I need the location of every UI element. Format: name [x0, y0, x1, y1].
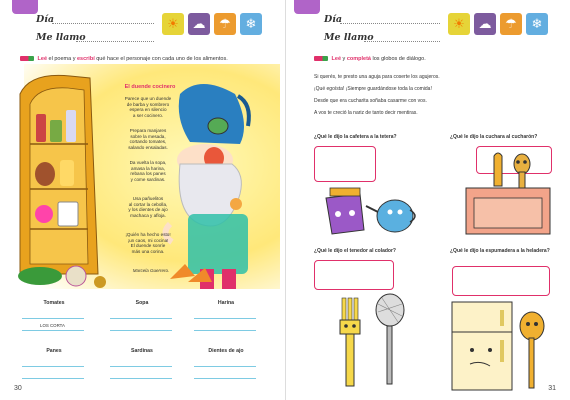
poem-stanza-4: Usa pañuelitos al cortar la cebolla, y los dientes de ajo machaca y afloja. — [128, 196, 168, 218]
cloud-icon[interactable]: ☁ — [474, 13, 496, 35]
fork-strainer-illustration — [326, 290, 426, 390]
rain-icon[interactable]: ☂ — [500, 13, 522, 35]
day-label: Día — [324, 14, 343, 25]
write-line[interactable] — [22, 378, 84, 379]
speech-bubble-3[interactable] — [314, 260, 394, 290]
question-2: ¿Qué le dijo la cuchara al cucharón? — [450, 134, 538, 140]
fridge-skimmer-illustration — [446, 296, 556, 394]
write-line[interactable] — [110, 366, 172, 367]
speech-bubble-4[interactable] — [452, 266, 550, 296]
question-4: ¿Qué le dijo la espumadera a la heladera? — [450, 248, 550, 254]
poem-stanza-1: Parece que un duende de barba y sombrero espera en silencio a ser cocinero. — [124, 96, 172, 118]
pencil-icon — [20, 56, 34, 61]
poem-stanza-2: Prepara manjares sobre la mesada, cortando tomates, salando ensaladas. — [128, 128, 168, 150]
sun-icon[interactable]: ☀ — [162, 13, 184, 35]
name-label: Me llamo — [324, 32, 374, 43]
day-label: Día — [36, 14, 55, 25]
question-1: ¿Qué le dijo la cafetera a la tetera? — [314, 134, 397, 140]
dialogue-line-1: Si querés, te presto una aguja para coserte los agujeros. — [314, 74, 440, 80]
food-label-sardinas: Sardinas — [131, 348, 153, 354]
speech-bubble-1[interactable] — [314, 146, 376, 182]
write-line[interactable] — [194, 366, 256, 367]
food-label-sopa: Sopa — [135, 300, 149, 306]
food-label-dientes-de-ajo: Dientes de ajo — [208, 348, 244, 354]
page-tab — [294, 0, 320, 14]
write-line[interactable] — [110, 318, 172, 319]
sample-answer: LOS CORTA — [40, 323, 65, 328]
write-line[interactable] — [194, 378, 256, 379]
dialogue-line-3: Desde que era cucharita soñaba casarme con vos. — [314, 98, 427, 104]
food-label-tomates: Tomates — [43, 300, 65, 306]
poem-title: El duende cocinero — [124, 84, 176, 90]
food-label-panes: Panes — [46, 348, 62, 354]
name-line[interactable] — [364, 41, 440, 42]
page-tab — [12, 0, 38, 14]
day-line[interactable] — [52, 23, 154, 24]
name-label: Me llamo — [36, 32, 86, 43]
write-line[interactable] — [194, 330, 256, 331]
snow-icon[interactable]: ❄ — [526, 13, 548, 35]
name-line[interactable] — [76, 41, 154, 42]
write-line[interactable] — [194, 318, 256, 319]
coffeepot-teapot-illustration — [320, 178, 420, 238]
day-line[interactable] — [340, 23, 440, 24]
instruction: Leé el poema y escribí qué hace el personaje con cada uno de los alimentos. — [20, 56, 228, 62]
pencil-icon — [314, 56, 328, 61]
dialogue-line-2: ¡Qué egoísta! ¡Siempre guardándose toda la comida! — [314, 86, 432, 92]
food-label-harina: Harina — [217, 300, 235, 306]
poem-stanza-3: Da vuelta la sopa, amasa la harina, rebana los panes y come sardinas. — [129, 160, 167, 182]
instruction: Leé y completá los globos de diálogo. — [314, 56, 426, 62]
snow-icon[interactable]: ❄ — [240, 13, 262, 35]
right-page — [285, 0, 570, 400]
question-3: ¿Qué le dijo el tenedor al colador? — [314, 248, 396, 254]
page-number: 30 — [14, 385, 22, 392]
write-line[interactable] — [22, 330, 84, 331]
write-line[interactable] — [110, 378, 172, 379]
dialogue-line-4: A vos te creció la nariz de tanto decir mentiras. — [314, 110, 418, 116]
poem-stanza-5: ¡Quién ha hecho esto! ¡un caos, mi cocina! El duende sonríe más una corina. — [125, 232, 171, 254]
page-number: 31 — [548, 385, 556, 392]
write-line[interactable] — [22, 318, 84, 319]
poem-author: Marcela Guerrero. — [132, 268, 170, 273]
write-line[interactable] — [110, 330, 172, 331]
rain-icon[interactable]: ☂ — [214, 13, 236, 35]
cloud-icon[interactable]: ☁ — [188, 13, 210, 35]
write-line[interactable] — [22, 366, 84, 367]
sun-icon[interactable]: ☀ — [448, 13, 470, 35]
spoon-ladle-illustration — [460, 150, 560, 240]
